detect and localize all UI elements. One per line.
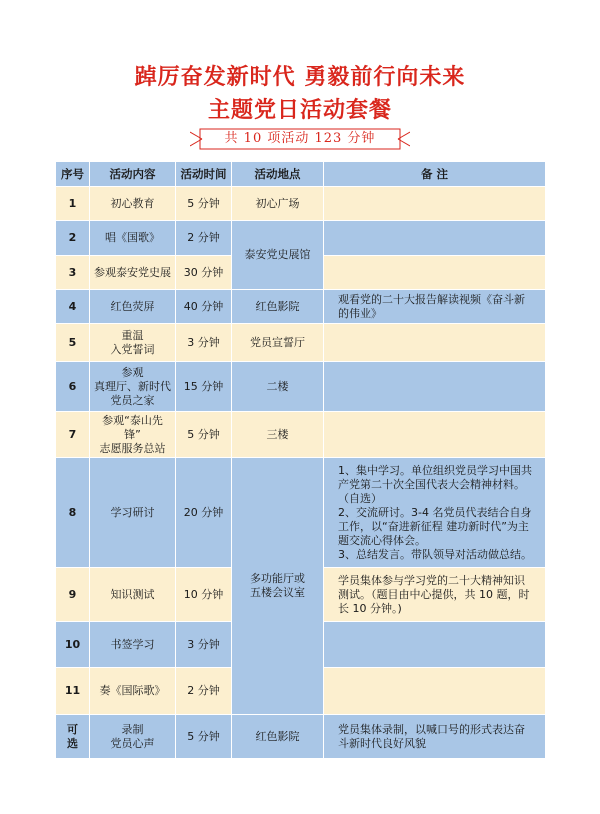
header-time: 活动时间 xyxy=(176,162,232,187)
summary-banner xyxy=(190,128,410,150)
row-time: 10 分钟 xyxy=(176,568,232,622)
row-note xyxy=(324,668,546,715)
title-line-1: 踔厉奋发新时代 勇毅前行向未来 xyxy=(134,65,466,90)
row-place: 二楼 xyxy=(232,362,324,412)
row-no: 9 xyxy=(56,568,90,622)
row-time: 5 分钟 xyxy=(176,715,232,759)
row-no: 1 xyxy=(56,187,90,221)
table-row xyxy=(56,221,546,256)
row-time: 5 分钟 xyxy=(176,187,232,221)
row-place: 多功能厅或 五楼会议室 xyxy=(232,458,324,715)
table-row xyxy=(56,715,546,759)
row-note: 党员集体录制，以喊口号的形式表达奋斗新时代良好风貌 xyxy=(324,715,546,759)
row-note xyxy=(324,221,546,256)
row-content: 唱《国歌》 xyxy=(90,221,176,256)
table-header-row xyxy=(56,162,546,187)
row-time: 5 分钟 xyxy=(176,412,232,458)
table-row xyxy=(56,290,546,324)
row-no: 4 xyxy=(56,290,90,324)
row-time: 15 分钟 xyxy=(176,362,232,412)
row-content: 书签学习 xyxy=(90,622,176,668)
table-row xyxy=(56,412,546,458)
row-note: 1、集中学习。单位组织党员学习中国共产党第二十次全国代表大会精神材料。（自选） 2、交流研讨。3-4 名党员代表结合自身工作，以“奋进新征程 建功新时代”为主题交流心得体会。 3、总结发言。带队领导对活动做总结。 xyxy=(324,458,546,568)
row-time: 3 分钟 xyxy=(176,324,232,362)
table-row xyxy=(56,362,546,412)
header-content: 活动内容 xyxy=(90,162,176,187)
summary-text: 共 10 项活动 123 分钟 xyxy=(224,131,376,146)
row-note xyxy=(324,256,546,290)
row-note: 观看党的二十大报告解读视频《奋斗新的伟业》 xyxy=(324,290,546,324)
row-no: 5 xyxy=(56,324,90,362)
title-line-2: 主题党日活动套餐 xyxy=(207,98,392,123)
row-time: 30 分钟 xyxy=(176,256,232,290)
row-content: 学习研讨 xyxy=(90,458,176,568)
row-note xyxy=(324,187,546,221)
row-content: 奏《国际歌》 xyxy=(90,668,176,715)
row-note xyxy=(324,324,546,362)
row-no: 7 xyxy=(56,412,90,458)
row-content: 重温 入党誓词 xyxy=(90,324,176,362)
row-content: 录制 党员心声 xyxy=(90,715,176,759)
row-no: 11 xyxy=(56,668,90,715)
header-no: 序号 xyxy=(56,162,90,187)
row-place: 初心广场 xyxy=(232,187,324,221)
row-no: 10 xyxy=(56,622,90,668)
row-place: 党员宣誓厅 xyxy=(232,324,324,362)
row-content: 参观“泰山先锋” 志愿服务总站 xyxy=(90,412,176,458)
row-content: 参观 真理厅、新时代 党员之家 xyxy=(90,362,176,412)
row-place: 三楼 xyxy=(232,412,324,458)
table-row xyxy=(56,458,546,568)
row-content: 参观泰安党史展 xyxy=(90,256,176,290)
table-row xyxy=(56,187,546,221)
activity-table xyxy=(55,161,546,759)
row-no: 2 xyxy=(56,221,90,256)
row-place: 泰安党史展馆 xyxy=(232,221,324,290)
row-content: 知识测试 xyxy=(90,568,176,622)
row-time: 2 分钟 xyxy=(176,668,232,715)
row-time: 3 分钟 xyxy=(176,622,232,668)
row-note xyxy=(324,362,546,412)
row-time: 2 分钟 xyxy=(176,221,232,256)
row-note xyxy=(324,622,546,668)
header-place: 活动地点 xyxy=(232,162,324,187)
row-place: 红色影院 xyxy=(232,715,324,759)
header-note: 备 注 xyxy=(324,162,546,187)
row-time: 20 分钟 xyxy=(176,458,232,568)
row-no: 可 选 xyxy=(56,715,90,759)
row-note: 学员集体参与学习党的二十大精神知识测试。（题目由中心提供，共 10 题，时长 10 分钟。) xyxy=(324,568,546,622)
table-row xyxy=(56,324,546,362)
row-place: 红色影院 xyxy=(232,290,324,324)
row-no: 3 xyxy=(56,256,90,290)
row-note xyxy=(324,412,546,458)
row-content: 红色荧屏 xyxy=(90,290,176,324)
row-content: 初心教育 xyxy=(90,187,176,221)
row-no: 8 xyxy=(56,458,90,568)
row-time: 40 分钟 xyxy=(176,290,232,324)
row-no: 6 xyxy=(56,362,90,412)
